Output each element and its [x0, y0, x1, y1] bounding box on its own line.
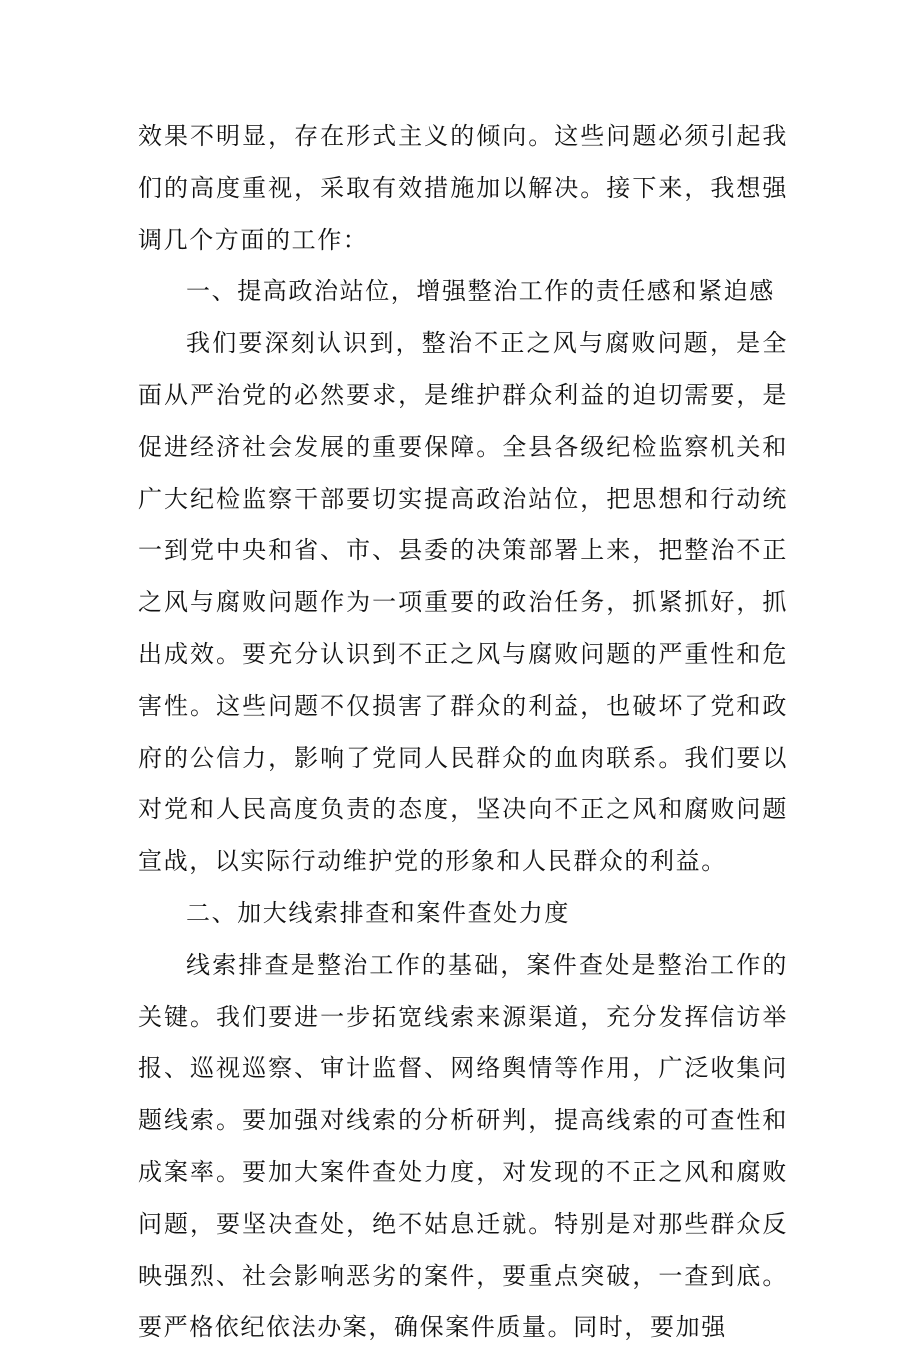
paragraph-section-1: 我们要深刻认识到，整治不正之风与腐败问题，是全面从严治党的必然要求，是维护群众利益的迫切需要，是促进经济社会发展的重要保障。全县各级纪检监察机关和广大纪检监察干部要切实提高政治站位，把思想和行动统一到党中央和省、市、县委的决策部署上来，把整治不正之风与腐败问题作为一项重要的政治任务，抓紧抓好，抓出成效。要充分认识到不正之风与腐败问题的严重性和危害性。这些问题不仅损害了群众的利益，也破坏了党和政府的公信力，影响了党同人民群众的血肉联系。我们要以对党和人民高度负责的态度，坚决向不正之风和腐败问题宣战，以实际行动维护党的形象和人民群众的利益。 — [138, 329, 788, 876]
document-body — [138, 111, 788, 1354]
section-heading-2: 二、加大线索排查和案件查处力度 — [186, 898, 570, 927]
paragraph-section-2: 线索排查是整治工作的基础，案件查处是整治工作的关键。我们要进一步拓宽线索来源渠道，充分发挥信访举报、巡视巡察、审计监督、网络舆情等作用，广泛收集问题线索。要加强对线索的分析研判，提高线索的可查性和成案率。要加大案件查处力度，对发现的不正之风和腐败问题，要坚决查处，绝不姑息迁就。特别是对那些群众反映强烈、社会影响恶劣的案件，要重点突破，一查到底。要严格依纪依法办案，确保案件质量。同时，要加强 — [138, 950, 788, 1342]
paragraph-continued: 效果不明显，存在形式主义的倾向。这些问题必须引起我们的高度重视，采取有效措施加以解决。接下来，我想强调几个方面的工作： — [138, 122, 788, 254]
section-heading-1: 一、提高政治站位，增强整治工作的责任感和紧迫感 — [186, 277, 775, 306]
